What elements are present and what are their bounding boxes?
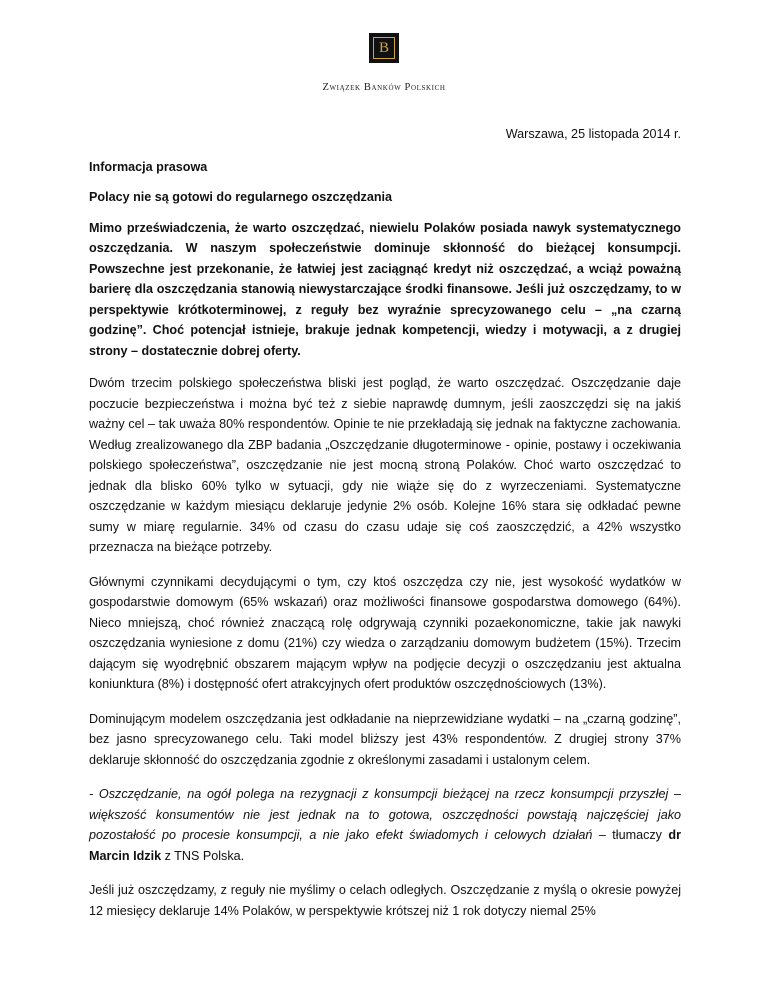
date-line: Warszawa, 25 listopada 2014 r.: [505, 127, 681, 141]
document-title: Polacy nie są gotowi do regularnego oszczędzania: [89, 190, 393, 204]
organization-name: Związek Banków Polskich: [322, 82, 446, 93]
quote-text: - Oszczędzanie, na ogół polega na rezygnacji z konsumpcji bieżącej na rzecz konsumpcji przyszłej – większość konsumentów nie jest jednak na to gotowa, oszczędności powstają najczęściej jako pozostałość po procesie konsumpcji, a nie jako efekt świadomych i celowych działań: [89, 787, 681, 842]
quote-attribution-lead: – tłumaczy: [592, 828, 669, 842]
lead-paragraph: Mimo przeświadczenia, że warto oszczędzać, niewielu Polaków posiada nawyk systematycznego oszczędzania. W naszym społeczeństwie dominuje skłonność do bieżącej konsumpcji. Powszechne jest przekonanie, że łatwiej jest zaciągnąć kredyt niż oszczędzać, a wciąż poważną barierę dla oszczędzania stanowią niewystarczające środki finansowe. Jeśli już oszczędzamy, to w perspektywie krótkoterminowej, z reguły bez wyraźnie sprecyzowanego celu – „na czarną godzinę”. Choć potencjał istnieje, brakuje jednak kompetencji, wiedzy i motywacji, a z drugiej strony – dostatecznie dobrej oferty.: [89, 220, 681, 358]
document-kind: Informacja prasowa: [89, 159, 208, 174]
body-paragraph-4: Jeśli już oszczędzamy, z reguły nie myślimy o celach odległych. Oszczędzanie z myślą o okresie powyżej 12 miesięcy deklaruje 14% Polaków, w perspektywie krótszej niż 1 rok dotyczy niemal 25%: [89, 883, 681, 918]
body-paragraph-2: Głównymi czynnikami decydującymi o tym, czy ktoś oszczędza czy nie, jest wysokość wydatków w gospodarstwie domowym (65% wskazań) oraz możliwości finansowe gospodarstwa domowego (64%). Nieco mniejszą, choć również znaczącą rolę odgrywają czynniki pozaekonomiczne, takie jak nawyki oszczędzania wyniesione z domu (21%) czy wiedza o zarządzaniu domowym budżetem (15%). Trzecim dającym się wyodrębnić obszarem mającym wpływ na podjęcie decyzji o oszczędzaniu jest aktualna koniunktura (8%) i dostępność ofert atrakcyjnych ofert produktów oszczędnościowych (13%).: [89, 574, 681, 691]
document-body: [89, 124, 681, 931]
body-paragraph-1: Dwóm trzecim polskiego społeczeństwa bliski jest pogląd, że warto oszczędzać. Oszczędzanie daje poczucie bezpieczeństwa i można być też z siebie naprawdę dumnym, jeśli zaoszczędzi się na jakiś ważny cel – tak uważa 80% respondentów. Opinie te nie przekładają się jednak na faktyczne zachowania. Według zrealizowanego dla ZBP badania „Oszczędzanie długoterminowe - opinie, postawy i oczekiwania polskiego społeczeństwa”, oszczędzanie nie jest mocną stroną Polaków. Choć warto oszczędzać to jednak dla blisko 60% tylko w sytuacji, gdy nie wiąże się do z wyrzeczeniami. Systematyczne oszczędzanie w każdym miesiącu deklaruje jedynie 2% osób. Kolejne 16% stara się odkładać pewne sumy w miarę regularnie. 34% od czasu do czasu udaje się coś zaoszczędzić, a 42% wszystko przeznacza na bieżące potrzeby.: [89, 376, 681, 554]
quote-paragraph: [89, 784, 681, 866]
quote-speaker: dr Marcin Idzik: [89, 828, 681, 863]
quote-attribution-tail: z TNS Polska.: [161, 848, 245, 863]
body-paragraph-3: Dominującym modelem oszczędzania jest odkładanie na nieprzewidziane wydatki – na „czarną godzinę”, bez jasno sprecyzowanego celu. Taki model bliższy jest 43% respondentów. Z drugiej strony 37% deklaruje skłonność do oszczędzania zgodnie z określonymi zasadami i ustalonym celem.: [89, 711, 681, 767]
zbp-logo-icon: [369, 33, 399, 63]
logo-letter: B: [373, 37, 395, 59]
logo-block: [0, 33, 768, 93]
